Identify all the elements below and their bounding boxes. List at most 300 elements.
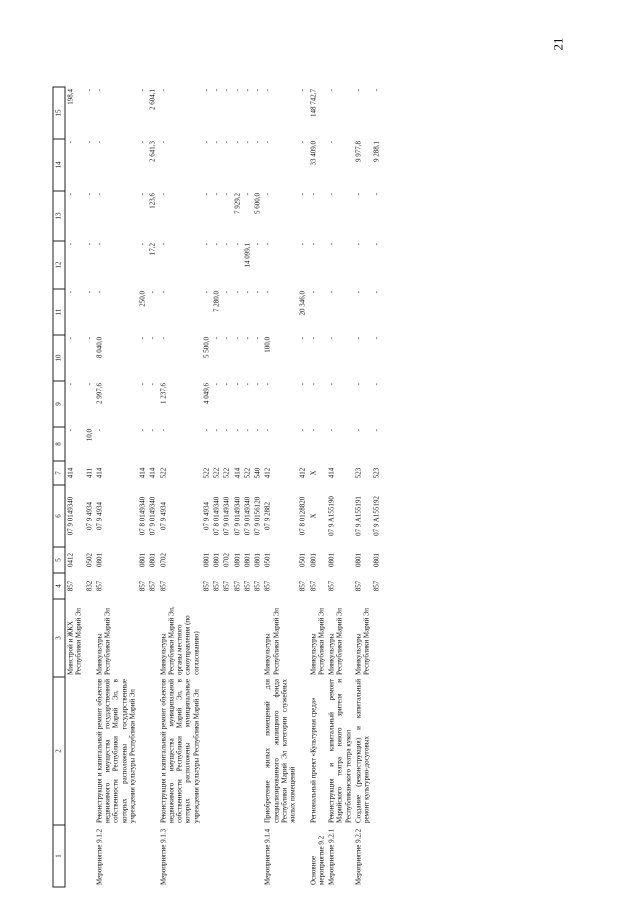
value-cell: - [354,192,363,195]
page-number: 21 [550,37,566,51]
value-cell: - [233,336,241,339]
value-cell: - [327,88,336,91]
table-row [201,87,211,887]
value-cell: - [298,336,307,339]
grbs-code-cell: 857 [309,580,317,591]
expense-type-cell: 412 [298,467,307,478]
value-cell: - [138,382,147,385]
value-cell: 5 500,0 [202,336,211,358]
value-cell: - [233,242,241,245]
target-article-cell: 07 9 2882 [263,501,272,530]
value-cell: - [327,382,336,385]
executor-cell [253,599,263,677]
section-code-cell: 0801 [138,552,147,567]
value-cell: - [222,242,231,245]
value-cell: - [354,428,363,431]
value-cell: - [159,88,167,91]
table-row [253,87,263,887]
value-cell: - [66,428,75,431]
value-cell: 7 280,0 [212,290,221,312]
event-name-cell: Реконструкция и капитальный ремонт объектов недвижимого имущества муниципальной собственности Республики Марий Эл, в которых расположены муниципальные учреждения культуры Республики Марий Эл [159,678,200,823]
section-code-cell: 0801 [95,552,104,567]
grbs-code-cell: 857 [298,580,307,591]
value-cell: - [212,192,221,195]
target-article-cell: 07 9 0149340 [66,496,75,535]
expense-type-cell: 412 [263,467,272,478]
section-code-cell: 0801 [212,552,221,567]
event-id-cell: Основное мероприятие 9.2 [309,835,326,885]
event-name-cell: Реконструкция и капитальный ремонт объектов недвижимого имущества государственной собственности Республики Марий Эл, в которых расположены государственные учреждения культуры Республики Марий Эл [95,678,137,823]
value-cell: - [66,382,75,385]
value-cell: - [95,192,104,195]
header-cell: 12 [53,241,65,289]
value-cell: - [202,88,211,91]
value-cell: - [298,382,307,385]
expense-type-cell: X [309,469,317,476]
table-row [308,87,327,887]
value-cell: - [354,88,363,91]
grbs-code-cell: 857 [66,580,75,591]
value-cell: - [212,140,221,143]
value-cell: 8 040,0 [95,336,104,358]
target-article-cell: 07 9 A155191 [354,495,363,536]
value-cell: - [372,88,381,91]
value-cell: - [222,336,231,339]
header-cell: 8 [53,427,65,461]
value-cell: - [327,242,336,245]
value-cell: - [309,290,317,293]
value-cell: - [66,290,75,293]
executor-cell: Минкультуры Республики Марий Эл [327,607,344,675]
event-name-cell: Региональный проект «Культурная среда» [309,697,317,823]
value-cell: - [85,242,93,245]
event-id-cell: Мероприятие 9.2.1 [327,828,336,885]
value-cell: - [243,140,252,143]
value-cell: - [202,192,211,195]
header-cell: 10 [53,335,65,381]
value-cell: - [233,140,241,143]
table-row [298,87,308,887]
value-cell: - [222,290,231,293]
value-cell: 9 977,8 [354,140,363,162]
executor-cell [232,599,242,677]
grbs-code-cell: 857 [222,580,231,591]
value-cell: - [222,428,231,431]
value-cell: - [159,140,167,143]
value-cell: 33 409,0 [309,140,317,165]
expense-type-cell: 414 [233,467,241,478]
expense-type-cell: 522 [212,467,221,478]
executor-cell [212,599,222,677]
value-cell: - [159,428,167,431]
grbs-code-cell: 857 [327,580,336,591]
value-cell: - [138,336,147,339]
event-name-cell [222,677,232,825]
event-id-cell [84,825,94,887]
value-cell: 100,0 [263,336,272,353]
value-cell: 9 288,1 [372,140,381,162]
table-row [94,87,137,887]
grbs-code-cell: 857 [243,580,252,591]
event-name-cell: Создание (реконструкция) и капитальный ремонт культурно-досуговых [354,678,371,823]
value-cell: - [309,336,317,339]
target-article-cell: 07 8 0128820 [298,496,307,535]
event-name-cell [148,677,158,825]
header-cell: 2 [53,677,65,825]
value-cell: - [243,88,252,91]
grbs-code-cell: 857 [138,580,147,591]
section-code-cell: 0502 [85,552,93,567]
section-code-cell: 0801 [372,552,381,567]
value-cell: - [202,428,211,431]
value-cell: - [243,290,252,293]
executor-cell [372,599,382,677]
value-cell: - [298,192,307,195]
value-cell: - [372,290,381,293]
executor-cell [201,599,211,677]
value-cell: - [298,242,307,245]
table-row [232,87,242,887]
rotated-table-container [53,87,588,887]
value-cell: 2 604,1 [148,88,157,110]
table-row [148,87,158,887]
value-cell: - [263,88,272,91]
value-cell: - [233,290,241,293]
value-cell: - [85,88,93,91]
value-cell: 2 641,3 [148,140,157,162]
value-cell: - [372,192,381,195]
value-cell: - [138,140,147,143]
value-cell: - [66,336,75,339]
event-name-cell [201,677,211,825]
value-cell: - [253,242,262,245]
budget-table [53,86,383,887]
value-cell: - [327,140,336,143]
value-cell: - [212,336,221,339]
value-cell: - [222,88,231,91]
value-cell: - [148,428,157,431]
value-cell: - [148,290,157,293]
table-row [263,87,298,887]
expense-type-cell: 414 [66,467,75,478]
value-cell: - [138,242,147,245]
value-cell: 250,0 [138,290,147,307]
value-cell: 7 929,2 [233,192,241,214]
table-row [84,87,94,887]
section-code-cell: 0801 [327,552,336,567]
value-cell: - [95,88,104,91]
target-article-cell: 07 9 0149340 [148,496,157,535]
value-cell: - [263,192,272,195]
target-article-cell: 07 8 0149340 [138,496,147,535]
value-cell: 4 049,6 [202,382,211,404]
value-cell: - [327,192,336,195]
value-cell: - [85,336,93,339]
executor-cell [222,599,232,677]
value-cell: - [253,140,262,143]
value-cell: - [243,382,252,385]
value-cell: - [298,88,307,91]
target-article-cell: 07 9 0149340 [222,496,231,535]
expense-type-cell: 540 [253,467,262,478]
value-cell: - [354,382,363,385]
value-cell: 5 600,0 [253,192,262,214]
grbs-code-cell: 857 [233,580,241,591]
event-name-cell [298,677,308,825]
value-cell: - [243,428,252,431]
value-cell: - [372,242,381,245]
event-id-cell: Мероприятие 9.2.2 [354,828,363,885]
expense-type-cell: 522 [222,467,231,478]
expense-type-cell: 411 [85,467,93,478]
target-article-cell: 07 9 4934 [159,501,167,530]
event-id-cell [298,825,308,887]
grbs-code-cell: 857 [212,580,221,591]
value-cell: - [138,88,147,91]
event-id-cell [201,825,211,887]
table-row [212,87,222,887]
header-cell: 15 [53,87,65,139]
value-cell: 14 099,1 [243,242,252,267]
section-code-cell: 0801 [233,552,241,567]
grbs-code-cell: 857 [354,580,363,591]
section-code-cell: 0801 [202,552,211,567]
event-id-cell [253,825,263,887]
expense-type-cell: 523 [372,467,381,478]
grbs-code-cell: 832 [85,580,93,591]
expense-type-cell: 522 [243,467,252,478]
executor-cell [138,599,148,677]
event-id-cell [372,825,382,887]
table-body [65,87,382,887]
event-id-cell [242,825,252,887]
value-cell: - [95,242,104,245]
value-cell: - [253,382,262,385]
grbs-code-cell: 857 [263,580,272,591]
value-cell: 2 997,6 [95,382,104,404]
header-cell: 9 [53,381,65,427]
event-id-cell: Мероприятие 9.1.3 [159,828,167,885]
table-row [242,87,252,887]
value-cell: - [85,290,93,293]
expense-type-cell: 523 [354,467,363,478]
event-name-cell [232,677,242,825]
value-cell: - [148,336,157,339]
expense-type-cell: 414 [138,467,147,478]
value-cell: 10,0 [85,428,93,441]
value-cell: - [222,382,231,385]
value-cell: - [354,290,363,293]
event-name-cell: Реконструкция и капитальный ремонт Марийского театра юного зрителя и Республиканского театра кукол [327,678,352,823]
section-code-cell: 0702 [222,552,231,567]
event-name-cell [242,677,252,825]
event-name-cell [138,677,148,825]
section-code-cell: 0801 [148,552,157,567]
grbs-code-cell: 857 [148,580,157,591]
value-cell: - [309,428,317,431]
event-id-cell [138,825,148,887]
value-cell: - [159,336,167,339]
value-cell: - [222,140,231,143]
header-cell: 3 [53,599,65,677]
value-cell: - [233,428,241,431]
executor-cell: Минкультуры Республики Марий Эл [263,607,280,675]
value-cell: - [212,382,221,385]
target-article-cell: 07 9 A155192 [372,495,381,536]
value-cell: - [253,290,262,293]
executor-cell [298,599,308,677]
value-cell: 20 346,0 [298,290,307,315]
value-cell: - [95,428,104,431]
executor-cell: Минкультуры Республики Марий Эл [95,607,112,675]
table-row [372,87,382,887]
executor-cell [148,599,158,677]
value-cell: - [66,192,75,195]
value-cell: - [66,242,75,245]
executor-cell [84,599,94,677]
value-cell: - [138,192,147,195]
value-cell: - [327,290,336,293]
value-cell: - [309,382,317,385]
value-cell: - [85,140,93,143]
target-article-cell: 07 9 4934 [202,501,211,530]
value-cell: - [354,336,363,339]
value-cell: - [212,242,221,245]
value-cell: - [253,88,262,91]
table-row [138,87,148,887]
value-cell: - [309,192,317,195]
event-id-cell: Мероприятие 9.1.4 [263,828,272,885]
value-cell: - [95,140,104,143]
value-cell: - [202,242,211,245]
grbs-code-cell: 857 [372,580,381,591]
section-code-cell: 0702 [159,552,167,567]
event-name-cell [212,677,222,825]
value-cell: 148 742,7 [309,88,317,117]
value-cell: - [233,382,241,385]
header-cell: 13 [53,191,65,241]
event-id-cell [148,825,158,887]
value-cell: - [372,382,381,385]
value-cell: - [263,290,272,293]
value-cell: - [85,192,93,195]
target-article-cell: 07 9 0149340 [243,496,252,535]
section-code-cell: 0412 [66,552,75,567]
grbs-code-cell: 857 [95,580,104,591]
value-cell: 1 237,6 [159,382,167,404]
value-cell: - [298,140,307,143]
value-cell: - [233,88,241,91]
expense-type-cell: 414 [95,467,104,478]
section-code-cell: 0801 [253,552,262,567]
value-cell: - [66,140,75,143]
table-row [353,87,372,887]
value-cell: - [212,428,221,431]
value-cell: - [253,428,262,431]
event-id-cell: Мероприятие 9.1.2 [95,828,104,885]
value-cell: - [138,428,147,431]
event-id-cell [212,825,222,887]
value-cell: - [354,242,363,245]
header-cell: 5 [53,547,65,573]
header-cell: 1 [53,825,65,887]
target-article-cell: 07 9 0156120 [253,496,262,535]
value-cell: - [159,192,167,195]
header-cell: 11 [53,289,65,335]
event-id-cell [222,825,232,887]
event-name-cell: Приобретение жилых помещений для специализированного жилищного фонда Республики Марий Эл категории служебных жилых помещений [263,678,297,823]
value-cell: - [159,242,167,245]
target-article-cell: X [309,512,317,519]
value-cell: - [327,336,336,339]
event-name-cell [253,677,263,825]
value-cell: - [148,382,157,385]
target-article-cell: 07 9 A155190 [327,495,336,536]
expense-type-cell: 522 [202,467,211,478]
grbs-code-cell: 857 [253,580,262,591]
value-cell: - [85,382,93,385]
header-cell: 4 [53,573,65,599]
value-cell: - [372,336,381,339]
event-id-cell [65,825,84,887]
section-code-cell: 0501 [298,552,307,567]
section-code-cell: 0801 [243,552,252,567]
executor-cell: Минстрой и ЖКХ Республики Марий Эл [66,607,83,675]
value-cell: - [309,242,317,245]
section-code-cell: 0801 [354,552,363,567]
value-cell: - [202,290,211,293]
header-row [53,87,65,887]
executor-cell [242,599,252,677]
value-cell: 198,4 [66,88,75,105]
table-row [65,87,84,887]
value-cell: - [253,336,262,339]
table-row [327,87,354,887]
value-cell: - [212,88,221,91]
executor-cell: Минкультуры Республики Марий Эл, органы местного самоуправления (по согласованию) [159,605,200,675]
value-cell: - [202,140,211,143]
event-name-cell [65,677,84,825]
value-cell: - [95,290,104,293]
section-code-cell: 0501 [263,552,272,567]
value-cell: - [327,428,336,431]
value-cell: - [243,192,252,195]
expense-type-cell: 414 [327,467,336,478]
value-cell: - [263,428,272,431]
grbs-code-cell: 857 [202,580,211,591]
header-cell: 14 [53,139,65,191]
value-cell: - [263,140,272,143]
value-cell: 17,2 [148,242,157,255]
expense-type-cell: 522 [159,467,167,478]
value-cell: - [298,428,307,431]
executor-cell: Минкультуры Республики Марий Эл [354,607,371,675]
event-name-cell [372,677,382,825]
expense-type-cell: 414 [148,467,157,478]
value-cell: - [263,242,272,245]
table-row [222,87,232,887]
value-cell: 123,6 [148,192,157,209]
value-cell: - [222,192,231,195]
grbs-code-cell: 857 [159,580,167,591]
target-article-cell: 07 9 0149340 [233,496,241,535]
event-id-cell [232,825,242,887]
target-article-cell: 07 9 4934 [85,501,93,530]
section-code-cell: 0801 [309,552,317,567]
value-cell: - [159,290,167,293]
value-cell: - [263,382,272,385]
value-cell: - [372,428,381,431]
